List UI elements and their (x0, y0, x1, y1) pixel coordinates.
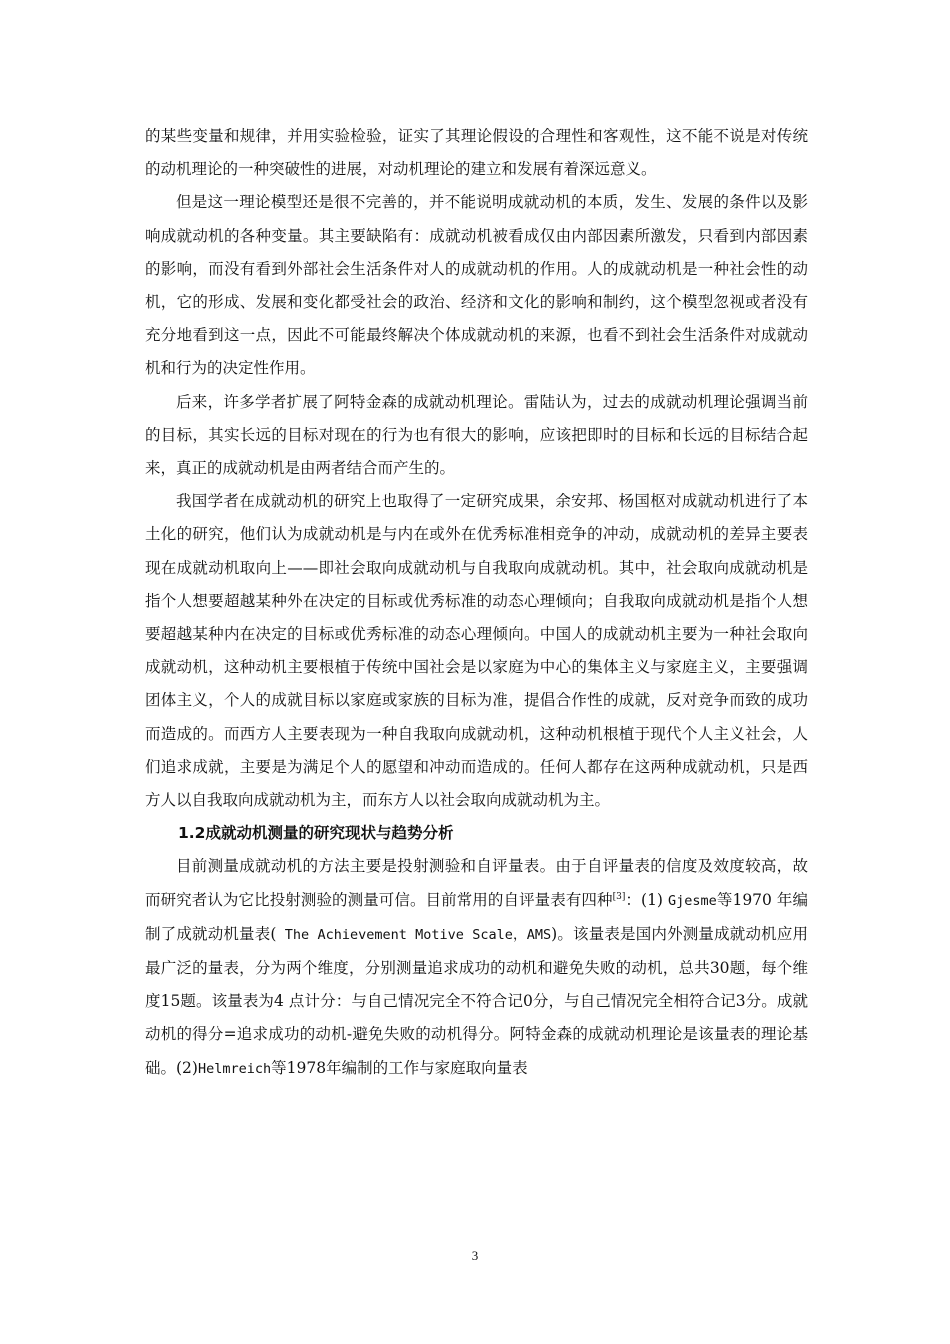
paragraph-measurement-methods (145, 850, 808, 1085)
author-helmreich: Helmreich (197, 1060, 272, 1077)
author-gjesme: Gjesme (668, 892, 717, 909)
measurement-text-part5: 等1978年编制的工作与家庭取向量表 (271, 1058, 528, 1077)
measurement-text-part3: 等1970 年编制了成就动机量表( (145, 890, 808, 943)
paragraph-chinese-research: 我国学者在成就动机的研究上也取得了一定研究成果，余安邦、杨国枢对成就动机进行了本土化的研究，他们认为成就动机是与内在或外在优秀标准相竞争的冲动，成就动机的差异主要表现在成就动机取向上——即社会取向成就动机与自我取向成就动机。其中，社会取向成就动机是指个人想要超越某种外在决定的目标或优秀标准的动态心理倾向；自我取向成就动机是指个人想要超越某种内在决定的目标或优秀标准的动态心理倾向。中国人的成就动机主要为一种社会取向成就动机，这种动机主要根植于传统中国社会是以家庭为中心的集体主义与家庭主义，主要强调团体主义，个人的成就目标以家庭或家族的目标为准，提倡合作性的成就，反对竞争而致的成功而造成的。而西方人主要表现为一种自我取向成就动机，这种动机根植于现代个人主义社会，人们追求成就，主要是为满足个人的愿望和冲动而造成的。任何人都存在这两种成就动机，只是西方人以自我取向成就动机为主，而东方人以社会取向成就动机为主。 (145, 492, 808, 810)
measurement-text-part1: 目前测量成就动机的方法主要是投射测验和自评量表。由于自评量表的信度及效度较高，故而研究者认为它比投射测验的测量可信。目前常用的自评量表有四种 (145, 857, 808, 909)
paragraph-model-limitations: 但是这一理论模型还是很不完善的，并不能说明成就动机的本质，发生、发展的条件以及影响成就动机的各种变量。其主要缺陷有：成就动机被看成仅由内部因素所激发，只看到内部因素的影响，而没有看到外部社会生活条件对人的成就动机的作用。人的成就动机是一种社会性的动机，它的形成、发展和变化都受社会的政治、经济和文化的影响和制约，这个模型忽视或者没有充分地看到这一点，因此不可能最终解决个体成就动机的来源，也看不到社会生活条件对成就动机和行为的决定性作用。 (145, 193, 808, 378)
measurement-text-part4: )。该量表是国内外测量成就动机应用最广泛的量表，分为两个维度，分别测量追求成功的动机和避免失败的动机，总共30题，每个维度15题。该量表为4 点计分：与自己情况完全不符合记0分，与自己情况完全相符合记3分。成就动机的得分=追求成功的动机-避免失败的动机得分。阿特金森的成就动机理论是该量表的理论基础。(2) (145, 924, 808, 1077)
citation-reference: [3] (612, 891, 626, 902)
body-text (145, 120, 808, 1086)
paragraph-continuation: 的某些变量和规律，并用实验检验，证实了其理论假设的合理性和客观性，这不能不说是对传统的动机理论的一种突破性的进展，对动机理论的建立和发展有着深远意义。 (145, 127, 808, 179)
section-heading: 1.2成就动机测量的研究现状与趋势分析 (178, 824, 454, 843)
scale-name-english: The Achievement Motive Scale，AMS (276, 926, 552, 943)
measurement-text-part2: ：(1) (625, 890, 668, 909)
paragraph-later-scholars: 后来，许多学者扩展了阿特金森的成就动机理论。雷陆认为，过去的成就动机理论强调当前的目标，其实长远的目标对现在的行为也有很大的影响，应该把即时的目标和长远的目标结合起来，真正的成就动机是由两者结合而产生的。 (145, 392, 808, 478)
page-number: 3 (471, 1248, 479, 1263)
